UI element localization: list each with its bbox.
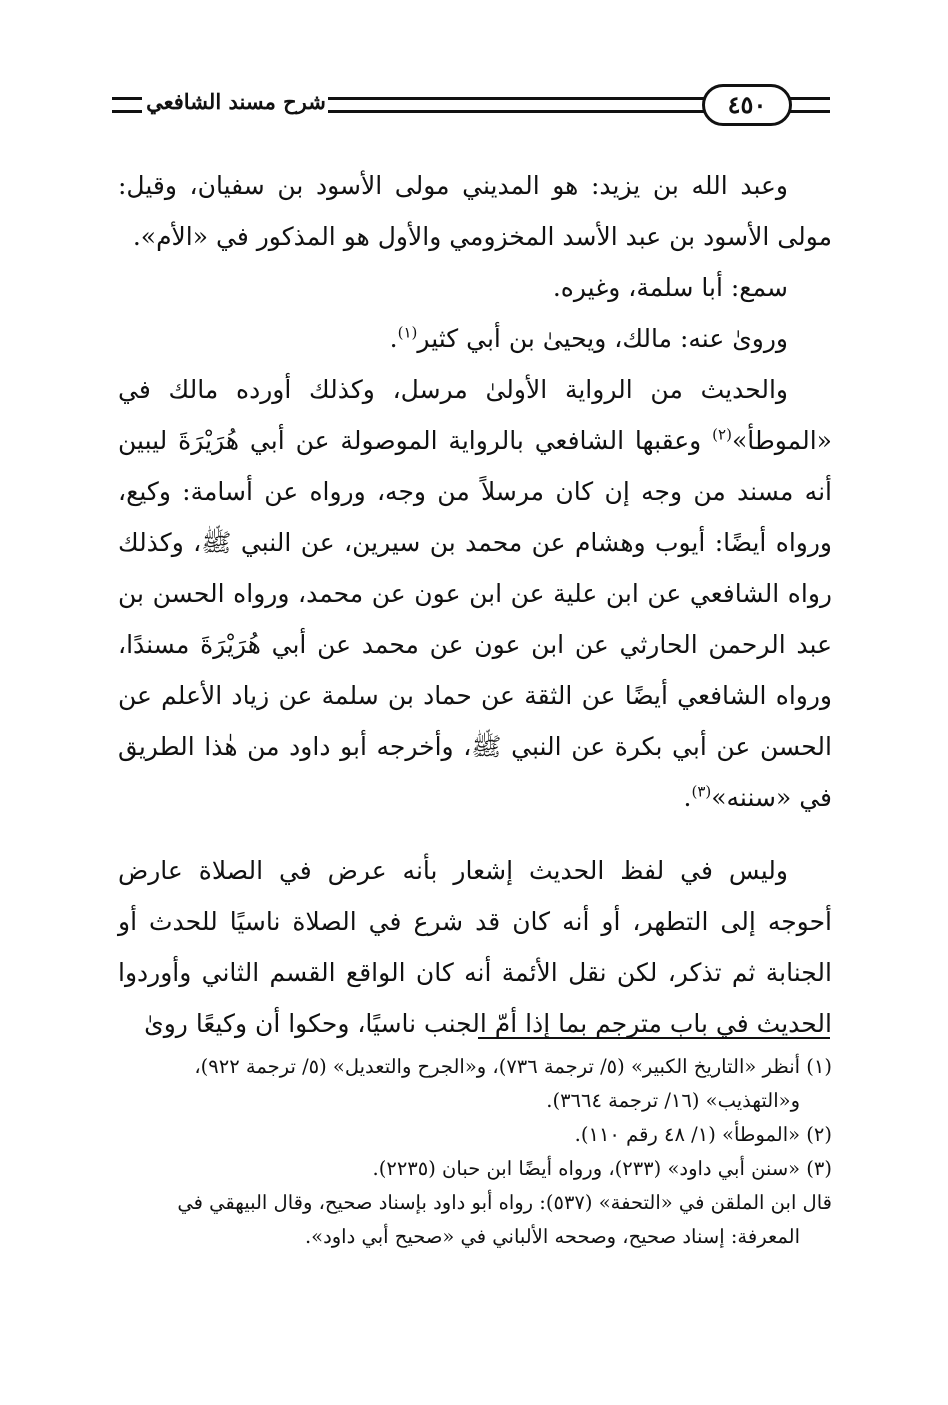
header-rule-middle [328, 97, 704, 113]
page-number: ٤٥٠ [702, 84, 792, 126]
main-text [118, 160, 832, 1049]
paragraph-2: سمع: أبا سلمة، وغيره. [552, 273, 788, 302]
footnote-2: (٢) «الموطأ» (١/ ٤٨ رقم ١١٠). [574, 1123, 832, 1146]
paragraph-4 [118, 364, 832, 823]
paragraph-1: وعبد الله بن يزيد: هو المديني مولى الأسود بن سفيان، وقيل: مولى الأسود بن عبد الأسد المخزومي والأول هو المذكور في «الأم». [118, 171, 832, 251]
paragraph-3 [118, 313, 832, 364]
footnote-ref-3: (٣) [691, 782, 712, 801]
book-title: شرح مسند الشافعي [146, 89, 326, 114]
paragraph-4-text-b: وعقبها الشافعي بالرواية الموصولة عن أبي هُرَيْرَةَ ليبين أنه مسند من وجه إن كان مرسلاً من وجه، ورواه عن أسامة: وكيع، ورواه أيضًا: أيوب وهشام عن محمد بن سيرين، عن النبي ﷺ، وكذلك رواه الشافعي عن ابن علية عن ابن عون عن محمد، ورواه الحسن بن عبد الرحمن الحارثي عن ابن عون عن محمد عن أبي هُرَيْرَةَ مسندًا، ورواه الشافعي أيضًا عن الثقة عن حماد بن سلمة عن زياد الأعلم عن الحسن عن أبي بكرة عن النبي ﷺ، وأخرجه أبو داود من هٰذا الطريق في «سننه» [118, 426, 832, 812]
running-header [112, 82, 830, 132]
footnote-1-line-2: و«التهذيب» (١٦/ ترجمة ٣٦٦٤). [546, 1089, 800, 1112]
header-rule-right [790, 97, 830, 113]
footnote-ref-2: (٢) [712, 425, 732, 444]
footnote-separator [478, 1037, 830, 1039]
footnotes [112, 1050, 832, 1254]
footnote-ref-1: (١) [397, 323, 418, 342]
footnote-3: (٣) «سنن أبي داود» (٢٣٣)، ورواه أيضًا ابن حبان (٢٢٣٥). [372, 1157, 832, 1180]
footnote-1-line-1: (١) أنظر «التاريخ الكبير» (٥/ ترجمة ٧٣٦)، و«الجرح والتعديل» (٥/ ترجمة ٩٢٢)، [194, 1055, 832, 1078]
paragraph-5: وليس في لفظ الحديث إشعار بأنه عرض في الصلاة عارض أحوجه إلى التطهر، أو أنه كان قد شرع في الصلاة ناسيًا للحدث أو الجنابة ثم تذكر، لكن نقل الأئمة أنه كان الواقع القسم الثاني وأوردوا الحديث في باب مترجم بما إذا أمّ الجنب ناسيًا، وحكوا أن وكيعًا رویٰ [118, 856, 832, 1038]
footnote-3-note-line-2: المعرفة: إسناد صحيح، وصححه الألباني في «صحيح أبي داود». [304, 1225, 800, 1248]
period: . [389, 324, 398, 353]
period: . [683, 783, 692, 812]
footnote-3-note-line-1: قال ابن الملقن في «التحفة» (٥٣٧): رواه أبو داود بإسناد صحيح، وقال البيهقي في [177, 1191, 832, 1214]
header-rule-left [112, 97, 142, 113]
paragraph-4-text-a: والحديث من الرواية الأولىٰ مرسل، وكذلك أورده مالك في «الموطأ» [118, 375, 832, 455]
paragraph-3-text: ورویٰ عنه: مالك، ويحيىٰ بن أبي كثير [417, 324, 788, 353]
